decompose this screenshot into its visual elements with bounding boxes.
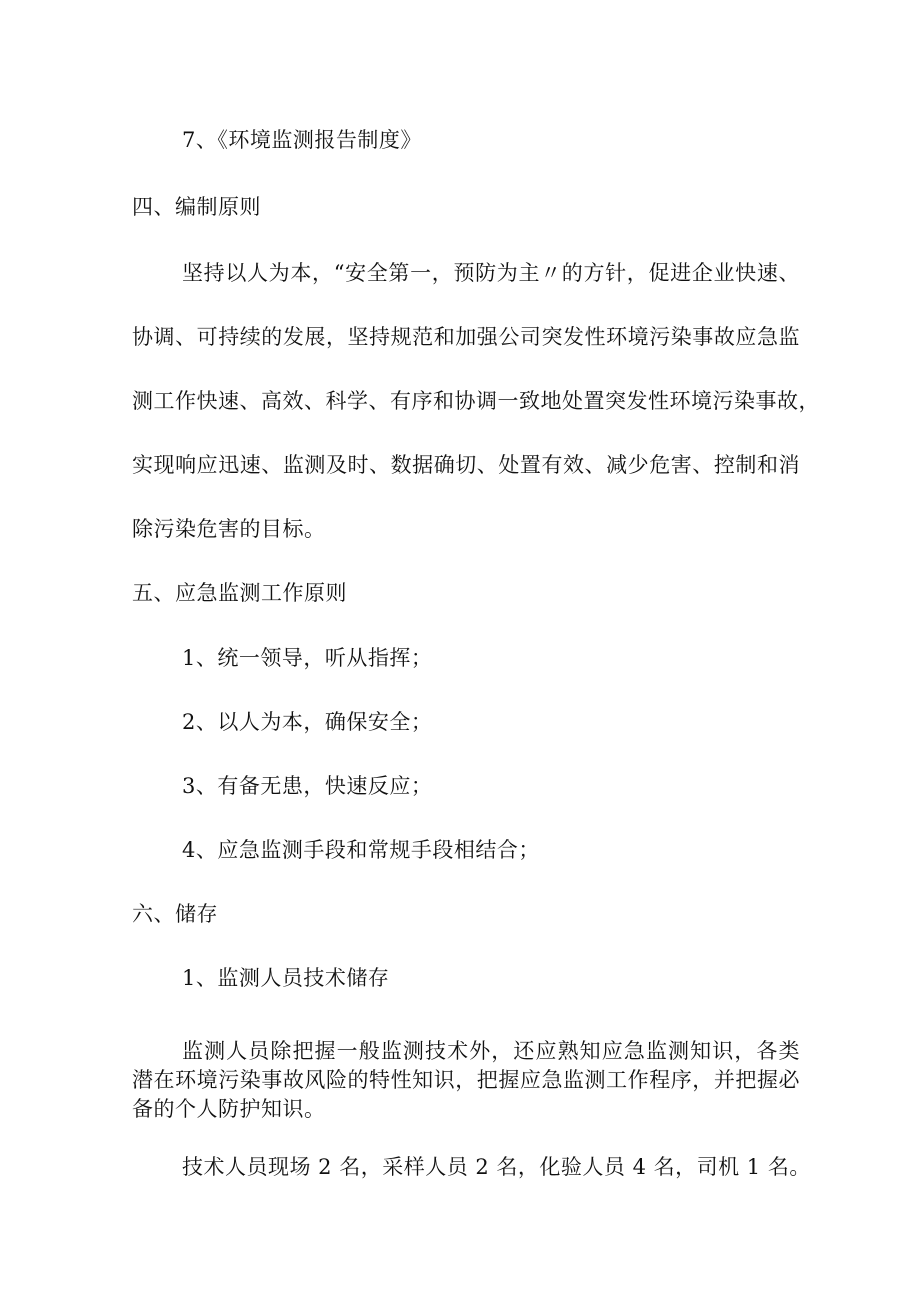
principle-item-1: 1、统一领导，听从指挥； [182,646,433,670]
section-heading-6: 六、储存 [132,902,218,926]
paragraph-1-line-2: 协调、可持续的发展，坚持规范和加强公司突发性环境污染事故应急监 [132,325,800,349]
paragraph-1-line-1: 坚持以人为本，“安全第一，预防为主〃的方针，促进企业快速、 [182,261,800,285]
section-heading-4: 四、编制原则 [132,195,261,219]
list-item-7: 7、《环境监测报告制度》 [182,128,422,152]
paragraph-2-line-1: 监测人员除把握一般监测技术外，还应熟知应急监测知识，各类 [182,1039,800,1063]
paragraph-1-line-4: 实现响应迅速、监测及时、数据确切、处置有效、减少危害、控制和消 [132,453,800,477]
paragraph-2-line-2: 潜在环境污染事故风险的特性知识，把握应急监测工作程序，并把握必 [132,1068,800,1092]
staffing-line: 技术人员现场 2 名，采样人员 2 名，化验人员 4 名，司机 1 名。 [182,1155,811,1179]
principle-item-2: 2、以人为本，确保安全； [182,710,433,734]
subsection-heading-6-1: 1、监测人员技术储存 [182,966,390,990]
paragraph-1-line-5: 除污染危害的目标。 [132,517,326,541]
paragraph-1-line-3: 测工作快速、高效、科学、有序和协调一致地处置突发性环境污染事故， [132,389,820,413]
paragraph-2-line-3: 备的个人防护知识。 [132,1097,326,1121]
principle-item-3: 3、有备无患，快速反应； [182,774,433,798]
section-heading-5: 五、应急监测工作原则 [132,581,347,605]
principle-item-4: 4、应急监测手段和常规手段相结合； [182,838,540,862]
